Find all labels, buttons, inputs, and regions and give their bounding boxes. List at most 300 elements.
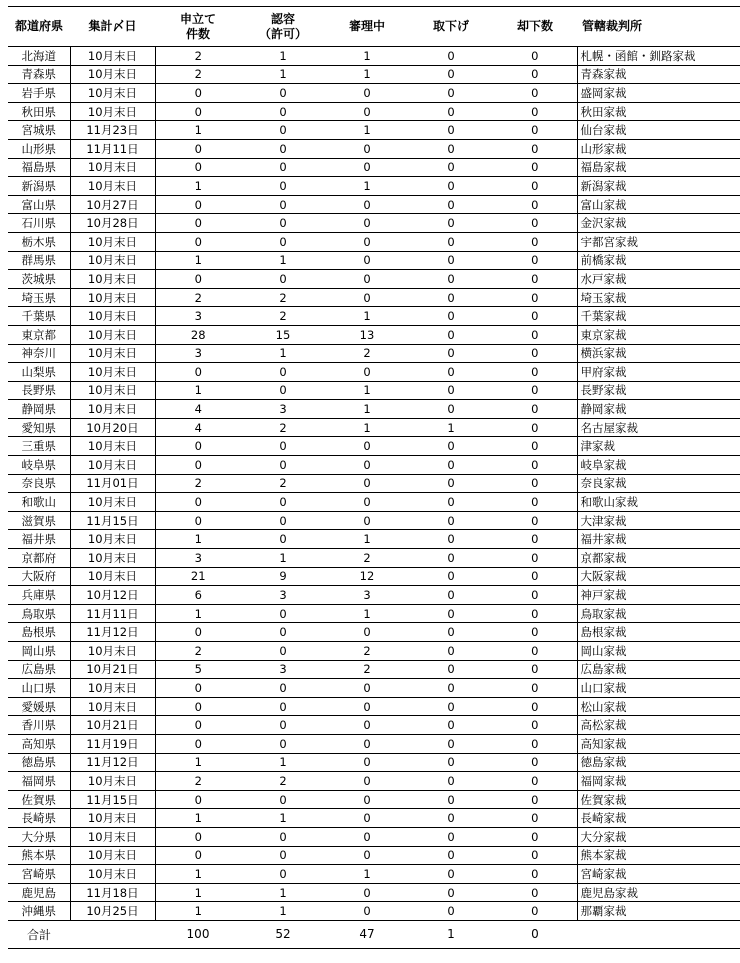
rejected-cell: 0: [493, 288, 577, 307]
pending-cell: 0: [325, 902, 409, 921]
pending-cell: 0: [325, 102, 409, 121]
table-row: [8, 307, 740, 326]
withdrawn-cell: 0: [409, 827, 493, 846]
filed-count-cell: 2: [155, 47, 241, 66]
header-approved: [241, 7, 325, 47]
rejected-cell: 0: [493, 307, 577, 326]
cutoff-date-cell: 10月末日: [70, 679, 155, 698]
withdrawn-cell: 0: [409, 734, 493, 753]
court-cell: 静岡家裁: [577, 400, 740, 419]
filed-count-cell: 3: [155, 344, 241, 363]
rejected-cell: 0: [493, 270, 577, 289]
approved-cell: 2: [241, 288, 325, 307]
cutoff-date-cell: 11月23日: [70, 121, 155, 140]
header-pending: 審理中: [325, 7, 409, 47]
cutoff-date-cell: 10月21日: [70, 660, 155, 679]
pending-cell: 2: [325, 344, 409, 363]
rejected-cell: 0: [493, 121, 577, 140]
filed-count-cell: 2: [155, 772, 241, 791]
filed-count-cell: 1: [155, 865, 241, 884]
rejected-cell: 0: [493, 549, 577, 568]
prefecture-cell: 香川県: [8, 716, 70, 735]
withdrawn-cell: 1: [409, 418, 493, 437]
withdrawn-cell: 0: [409, 437, 493, 456]
approved-cell: 0: [241, 363, 325, 382]
cutoff-date-cell: 10月20日: [70, 418, 155, 437]
cutoff-date-cell: 10月末日: [70, 846, 155, 865]
withdrawn-cell: 0: [409, 790, 493, 809]
table-row: [8, 270, 740, 289]
table-row: [8, 325, 740, 344]
table-row: [8, 567, 740, 586]
filed-count-cell: 0: [155, 437, 241, 456]
prefecture-cell: 佐賀県: [8, 790, 70, 809]
table-row: [8, 251, 740, 270]
pending-cell: 1: [325, 381, 409, 400]
prefecture-cell: 愛媛県: [8, 697, 70, 716]
court-cell: 福岡家裁: [577, 772, 740, 791]
filed-count-cell: 1: [155, 604, 241, 623]
filed-count-cell: 1: [155, 753, 241, 772]
approved-cell: 1: [241, 65, 325, 84]
prefecture-cell: 沖縄県: [8, 902, 70, 921]
pending-cell: 1: [325, 865, 409, 884]
court-cell: 福井家裁: [577, 530, 740, 549]
withdrawn-cell: 0: [409, 177, 493, 196]
pending-cell: 0: [325, 883, 409, 902]
filed-count-cell: 0: [155, 456, 241, 475]
withdrawn-cell: 0: [409, 400, 493, 419]
rejected-cell: 0: [493, 753, 577, 772]
court-cell: 大阪家裁: [577, 567, 740, 586]
table-row: [8, 679, 740, 698]
rejected-cell: 0: [493, 883, 577, 902]
rejected-cell: 0: [493, 772, 577, 791]
table-row: [8, 47, 740, 66]
court-cell: 岡山家裁: [577, 642, 740, 661]
cutoff-date-cell: 10月末日: [70, 102, 155, 121]
filed-count-cell: 2: [155, 474, 241, 493]
rejected-cell: 0: [493, 437, 577, 456]
prefecture-cell: 奈良県: [8, 474, 70, 493]
filed-count-cell: 0: [155, 697, 241, 716]
approved-cell: 1: [241, 549, 325, 568]
table-row: [8, 288, 740, 307]
rejected-cell: 0: [493, 809, 577, 828]
approved-cell: 0: [241, 158, 325, 177]
approved-cell: 0: [241, 530, 325, 549]
withdrawn-cell: 0: [409, 902, 493, 921]
table-row: [8, 177, 740, 196]
rejected-cell: 0: [493, 567, 577, 586]
withdrawn-cell: 0: [409, 214, 493, 233]
court-cell: 佐賀家裁: [577, 790, 740, 809]
withdrawn-cell: 0: [409, 288, 493, 307]
table-row: [8, 586, 740, 605]
pending-cell: 0: [325, 809, 409, 828]
prefecture-cell: 鳥取県: [8, 604, 70, 623]
prefecture-cell: 大阪府: [8, 567, 70, 586]
prefecture-cell: 熊本県: [8, 846, 70, 865]
table-row: [8, 456, 740, 475]
prefecture-cell: 愛知県: [8, 418, 70, 437]
filed-count-cell: 0: [155, 790, 241, 809]
prefecture-cell: 三重県: [8, 437, 70, 456]
rejected-cell: 0: [493, 251, 577, 270]
prefecture-cell: 秋田県: [8, 102, 70, 121]
prefecture-cell: 山形県: [8, 139, 70, 158]
rejected-cell: 0: [493, 660, 577, 679]
court-cell: 広島家裁: [577, 660, 740, 679]
prefecture-cell: 埼玉県: [8, 288, 70, 307]
filed-count-cell: 1: [155, 177, 241, 196]
totals-rejected: 0: [493, 920, 577, 948]
filed-count-cell: 3: [155, 549, 241, 568]
cutoff-date-cell: 10月末日: [70, 827, 155, 846]
filed-count-cell: 0: [155, 158, 241, 177]
court-cell: 金沢家裁: [577, 214, 740, 233]
prefecture-cell: 大分県: [8, 827, 70, 846]
totals-court-empty: [577, 920, 740, 948]
pending-cell: 0: [325, 456, 409, 475]
court-cell: 埼玉家裁: [577, 288, 740, 307]
cutoff-date-cell: 10月末日: [70, 288, 155, 307]
filed-count-cell: 2: [155, 65, 241, 84]
pending-cell: 0: [325, 158, 409, 177]
prefecture-cell: 富山県: [8, 195, 70, 214]
pending-cell: 0: [325, 232, 409, 251]
pending-cell: 0: [325, 623, 409, 642]
withdrawn-cell: 0: [409, 772, 493, 791]
totals-date-empty: [70, 920, 155, 948]
filed-count-cell: 0: [155, 846, 241, 865]
header-row: [8, 7, 740, 47]
court-cell: 鹿児島家裁: [577, 883, 740, 902]
cutoff-date-cell: 10月末日: [70, 47, 155, 66]
withdrawn-cell: 0: [409, 679, 493, 698]
court-cell: 横浜家裁: [577, 344, 740, 363]
withdrawn-cell: 0: [409, 344, 493, 363]
pending-cell: 1: [325, 604, 409, 623]
totals-row: [8, 920, 740, 948]
court-cell: 宮崎家裁: [577, 865, 740, 884]
withdrawn-cell: 0: [409, 865, 493, 884]
pending-cell: 0: [325, 716, 409, 735]
court-cell: 高松家裁: [577, 716, 740, 735]
approved-cell: 0: [241, 195, 325, 214]
approved-cell: 0: [241, 437, 325, 456]
court-cell: 札幌・函館・釧路家裁: [577, 47, 740, 66]
cutoff-date-cell: 10月末日: [70, 344, 155, 363]
pending-cell: 0: [325, 139, 409, 158]
rejected-cell: 0: [493, 642, 577, 661]
table-row: [8, 418, 740, 437]
approved-cell: 0: [241, 734, 325, 753]
header-approved-line2: （許可）: [258, 26, 307, 41]
rejected-cell: 0: [493, 511, 577, 530]
filed-count-cell: 0: [155, 716, 241, 735]
court-cell: 山口家裁: [577, 679, 740, 698]
prefecture-cell: 群馬県: [8, 251, 70, 270]
court-cell: 徳島家裁: [577, 753, 740, 772]
pending-cell: 3: [325, 586, 409, 605]
court-cell: 富山家裁: [577, 195, 740, 214]
rejected-cell: 0: [493, 623, 577, 642]
prefecture-cell: 岡山県: [8, 642, 70, 661]
court-cell: 京都家裁: [577, 549, 740, 568]
header-filed-line1: 申立て: [179, 11, 216, 26]
rejected-cell: 0: [493, 400, 577, 419]
cutoff-date-cell: 11月01日: [70, 474, 155, 493]
approved-cell: 0: [241, 232, 325, 251]
approved-cell: 0: [241, 456, 325, 475]
rejected-cell: 0: [493, 65, 577, 84]
cutoff-date-cell: 10月28日: [70, 214, 155, 233]
approved-cell: 2: [241, 772, 325, 791]
table-row: [8, 102, 740, 121]
court-cell: 長崎家裁: [577, 809, 740, 828]
cutoff-date-cell: 11月11日: [70, 139, 155, 158]
pending-cell: 0: [325, 493, 409, 512]
table-row: [8, 809, 740, 828]
filed-count-cell: 0: [155, 827, 241, 846]
table-row: [8, 902, 740, 921]
prefecture-cell: 新潟県: [8, 177, 70, 196]
withdrawn-cell: 0: [409, 102, 493, 121]
withdrawn-cell: 0: [409, 883, 493, 902]
cutoff-date-cell: 10月21日: [70, 716, 155, 735]
table-row: [8, 660, 740, 679]
withdrawn-cell: 0: [409, 846, 493, 865]
table-row: [8, 474, 740, 493]
totals-label: 合計: [8, 920, 70, 948]
withdrawn-cell: 0: [409, 363, 493, 382]
court-cell: 神戸家裁: [577, 586, 740, 605]
prefecture-cell: 岐阜県: [8, 456, 70, 475]
withdrawn-cell: 0: [409, 586, 493, 605]
cutoff-date-cell: 11月15日: [70, 790, 155, 809]
rejected-cell: 0: [493, 902, 577, 921]
court-cell: 那覇家裁: [577, 902, 740, 921]
rejected-cell: 0: [493, 214, 577, 233]
court-cell: 島根家裁: [577, 623, 740, 642]
approved-cell: 0: [241, 697, 325, 716]
withdrawn-cell: 0: [409, 474, 493, 493]
approved-cell: 0: [241, 139, 325, 158]
cutoff-date-cell: 10月末日: [70, 400, 155, 419]
withdrawn-cell: 0: [409, 753, 493, 772]
withdrawn-cell: 0: [409, 139, 493, 158]
prefecture-cell: 兵庫県: [8, 586, 70, 605]
cutoff-date-cell: 10月末日: [70, 177, 155, 196]
approved-cell: 1: [241, 753, 325, 772]
cutoff-date-cell: 10月末日: [70, 697, 155, 716]
header-prefecture: 都道府県: [8, 7, 70, 47]
table-row: [8, 549, 740, 568]
cutoff-date-cell: 10月末日: [70, 381, 155, 400]
withdrawn-cell: 0: [409, 47, 493, 66]
prefecture-cell: 鹿児島: [8, 883, 70, 902]
pending-cell: 0: [325, 753, 409, 772]
pending-cell: 2: [325, 549, 409, 568]
approved-cell: 3: [241, 400, 325, 419]
rejected-cell: 0: [493, 344, 577, 363]
filed-count-cell: 2: [155, 288, 241, 307]
table-row: [8, 734, 740, 753]
approved-cell: 0: [241, 511, 325, 530]
rejected-cell: 0: [493, 47, 577, 66]
prefecture-cell: 高知県: [8, 734, 70, 753]
approved-cell: 0: [241, 642, 325, 661]
cutoff-date-cell: 10月末日: [70, 642, 155, 661]
withdrawn-cell: 0: [409, 251, 493, 270]
withdrawn-cell: 0: [409, 809, 493, 828]
filed-count-cell: 28: [155, 325, 241, 344]
table-row: [8, 84, 740, 103]
table-row: [8, 437, 740, 456]
table-row: [8, 139, 740, 158]
table-row: [8, 511, 740, 530]
rejected-cell: 0: [493, 456, 577, 475]
cutoff-date-cell: 10月末日: [70, 456, 155, 475]
withdrawn-cell: 0: [409, 84, 493, 103]
court-cell: 鳥取家裁: [577, 604, 740, 623]
filed-count-cell: 0: [155, 623, 241, 642]
filed-count-cell: 0: [155, 493, 241, 512]
filed-count-cell: 1: [155, 251, 241, 270]
table-row: [8, 642, 740, 661]
prefecture-cell: 静岡県: [8, 400, 70, 419]
table-row: [8, 344, 740, 363]
cutoff-date-cell: 10月末日: [70, 772, 155, 791]
withdrawn-cell: 0: [409, 270, 493, 289]
rejected-cell: 0: [493, 195, 577, 214]
approved-cell: 1: [241, 251, 325, 270]
cutoff-date-cell: 10月末日: [70, 307, 155, 326]
pending-cell: 0: [325, 697, 409, 716]
cutoff-date-cell: 10月末日: [70, 437, 155, 456]
prefecture-cell: 滋賀県: [8, 511, 70, 530]
cutoff-date-cell: 10月27日: [70, 195, 155, 214]
withdrawn-cell: 0: [409, 65, 493, 84]
filed-count-cell: 1: [155, 121, 241, 140]
withdrawn-cell: 0: [409, 604, 493, 623]
header-withdrawn: 取下げ: [409, 7, 493, 47]
totals-pending: 47: [325, 920, 409, 948]
pending-cell: 0: [325, 827, 409, 846]
pending-cell: 0: [325, 734, 409, 753]
rejected-cell: 0: [493, 530, 577, 549]
approved-cell: 1: [241, 902, 325, 921]
withdrawn-cell: 0: [409, 511, 493, 530]
table-row: [8, 65, 740, 84]
court-cell: 和歌山家裁: [577, 493, 740, 512]
rejected-cell: 0: [493, 734, 577, 753]
pending-cell: 2: [325, 642, 409, 661]
approved-cell: 1: [241, 883, 325, 902]
table-row: [8, 195, 740, 214]
prefecture-cell: 山口県: [8, 679, 70, 698]
rejected-cell: 0: [493, 474, 577, 493]
approved-cell: 0: [241, 121, 325, 140]
filed-count-cell: 3: [155, 307, 241, 326]
court-cell: 松山家裁: [577, 697, 740, 716]
withdrawn-cell: 0: [409, 307, 493, 326]
prefecture-stats-table: [8, 6, 740, 949]
withdrawn-cell: 0: [409, 549, 493, 568]
cutoff-date-cell: 10月末日: [70, 567, 155, 586]
court-cell: 熊本家裁: [577, 846, 740, 865]
cutoff-date-cell: 11月12日: [70, 623, 155, 642]
filed-count-cell: 1: [155, 381, 241, 400]
approved-cell: 1: [241, 344, 325, 363]
cutoff-date-cell: 10月末日: [70, 325, 155, 344]
pending-cell: 0: [325, 790, 409, 809]
withdrawn-cell: 0: [409, 716, 493, 735]
filed-count-cell: 0: [155, 102, 241, 121]
pending-cell: 1: [325, 177, 409, 196]
cutoff-date-cell: 10月末日: [70, 158, 155, 177]
prefecture-cell: 北海道: [8, 47, 70, 66]
prefecture-cell: 東京都: [8, 325, 70, 344]
pending-cell: 0: [325, 846, 409, 865]
court-cell: 高知家裁: [577, 734, 740, 753]
table-row: [8, 623, 740, 642]
court-cell: 長野家裁: [577, 381, 740, 400]
rejected-cell: 0: [493, 381, 577, 400]
pending-cell: 0: [325, 772, 409, 791]
totals-approved: 52: [241, 920, 325, 948]
prefecture-cell: 宮崎県: [8, 865, 70, 884]
pending-cell: 0: [325, 679, 409, 698]
rejected-cell: 0: [493, 84, 577, 103]
prefecture-cell: 福岡県: [8, 772, 70, 791]
prefecture-cell: 福島県: [8, 158, 70, 177]
approved-cell: 1: [241, 809, 325, 828]
table-row: [8, 400, 740, 419]
cutoff-date-cell: 10月末日: [70, 865, 155, 884]
approved-cell: 3: [241, 586, 325, 605]
withdrawn-cell: 0: [409, 325, 493, 344]
approved-cell: 2: [241, 474, 325, 493]
table-row: [8, 214, 740, 233]
filed-count-cell: 4: [155, 400, 241, 419]
approved-cell: 0: [241, 865, 325, 884]
approved-cell: 0: [241, 270, 325, 289]
filed-count-cell: 0: [155, 270, 241, 289]
rejected-cell: 0: [493, 679, 577, 698]
rejected-cell: 0: [493, 697, 577, 716]
table-body: [8, 47, 740, 921]
withdrawn-cell: 0: [409, 697, 493, 716]
withdrawn-cell: 0: [409, 381, 493, 400]
withdrawn-cell: 0: [409, 660, 493, 679]
prefecture-cell: 青森県: [8, 65, 70, 84]
cutoff-date-cell: 10月末日: [70, 809, 155, 828]
prefecture-cell: 京都府: [8, 549, 70, 568]
filed-count-cell: 1: [155, 530, 241, 549]
court-cell: 仙台家裁: [577, 121, 740, 140]
prefecture-cell: 宮城県: [8, 121, 70, 140]
court-cell: 青森家裁: [577, 65, 740, 84]
cutoff-date-cell: 11月11日: [70, 604, 155, 623]
approved-cell: 9: [241, 567, 325, 586]
prefecture-cell: 栃木県: [8, 232, 70, 251]
approved-cell: 0: [241, 84, 325, 103]
table-row: [8, 158, 740, 177]
cutoff-date-cell: 11月19日: [70, 734, 155, 753]
rejected-cell: 0: [493, 177, 577, 196]
